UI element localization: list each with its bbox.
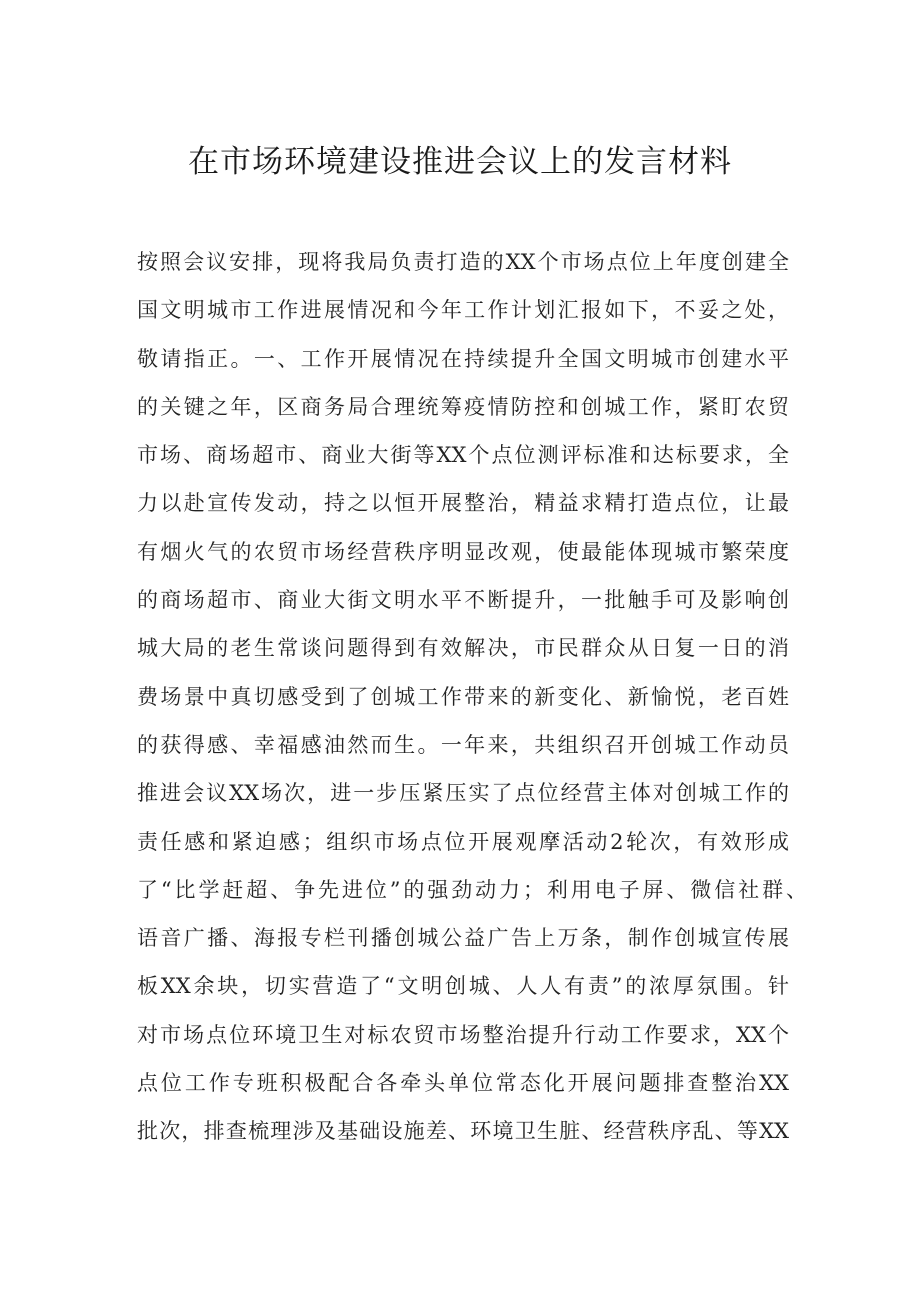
body-line: 国文明城市工作进展情况和今年工作计划汇报如下，不妥之处， — [137, 298, 789, 323]
body-line: 敬请指正。一、工作开展情况在持续提升全国文明城市创建水平 — [137, 346, 789, 371]
body-line: 的获得感、幸福感油然而生。一年来，共组织召开创城工作动员 — [137, 732, 789, 757]
body-line: 推进会议XX场次，进一步压紧压实了点位经营主体对创城工作的 — [137, 781, 789, 806]
body-line: 批次，排查梳理涉及基础设施差、环境卫生脏、经营秩序乱、等XX — [137, 1119, 789, 1144]
body-line: 市场、商场超市、商业大街等XX个点位测评标准和达标要求，全 — [137, 443, 789, 468]
body-line: 按照会议安排，现将我局负责打造的XX个市场点位上年度创建全 — [137, 250, 789, 274]
document-title: 在市场环境建设推进会议上的发言材料 — [188, 144, 732, 180]
body-line: 了“比学赶超、争先进位”的强劲动力；利用电子屏、微信社群、 — [137, 877, 807, 902]
body-line: 费场景中真切感受到了创城工作带来的新变化、新愉悦，老百姓 — [137, 684, 789, 709]
body-line: 责任感和紧迫感；组织市场点位开展观摩活动2轮次，有效形成 — [137, 829, 789, 854]
body-line: 城大局的老生常谈问题得到有效解决，市民群众从日复一日的消 — [137, 636, 789, 661]
body-line: 的关键之年，区商务局合理统筹疫情防控和创城工作，紧盯农贸 — [137, 394, 789, 419]
body-line: 的商场超市、商业大街文明水平不断提升，一批触手可及影响创 — [137, 588, 789, 613]
body-line: 对市场点位环境卫生对标农贸市场整治提升行动工作要求，XX个 — [137, 1022, 789, 1047]
document-body — [137, 238, 817, 1156]
body-line: 力以赴宣传发动，持之以恒开展整治，精益求精打造点位，让最 — [137, 491, 789, 516]
body-line: 板XX余块，切实营造了“文明创城、人人有责”的浓厚氛围。针 — [137, 974, 789, 999]
body-line: 语音广播、海报专栏刊播创城公益广告上万条，制作创城宣传展 — [137, 926, 789, 951]
body-line: 有烟火气的农贸市场经营秩序明显改观，使最能体现城市繁荣度 — [137, 539, 789, 564]
body-line: 点位工作专班积极配合各牵头单位常态化开展问题排查整治XX — [137, 1071, 789, 1096]
